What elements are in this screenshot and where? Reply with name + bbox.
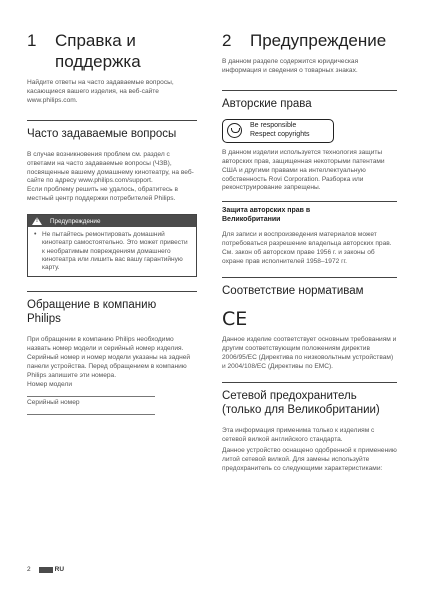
fuse-heading-line2: (только для Великобритании) xyxy=(222,403,380,416)
footer-bar xyxy=(39,567,53,573)
uk-heading-line1: Защита авторских прав в xyxy=(222,207,311,215)
compliance-text: Данное изделие соответствует основным требованиям и другим соответствующим положениям директив 2006/95/EC (Директива по низковольтным устройствам) и 2004/108/EC (Директивы по EMC). xyxy=(222,335,397,370)
respect-logo-line1: Be responsible xyxy=(250,122,297,130)
section-number: 2 xyxy=(222,31,232,50)
language-code: RU xyxy=(54,566,65,573)
right-column xyxy=(222,0,397,474)
compliance-heading: Соответствие нормативам xyxy=(222,284,364,297)
faq-text: В случае возникновения проблем см. раздел с ответами на часто задаваемые вопросы (ЧЗВ), посвященные вашему домашнему кинотеатру, на веб-сайте по адресу www.philips.com/support. xyxy=(27,150,194,185)
uk-copyright-heading xyxy=(222,206,397,224)
fuse-text: Эта информация применима только к изделиям с сетевой вилкой английского стандарта. xyxy=(222,426,375,443)
smile-icon xyxy=(227,123,242,138)
divider xyxy=(27,120,197,121)
section-number: 1 xyxy=(27,31,37,50)
faq-heading: Часто задаваемые вопросы xyxy=(27,127,177,140)
warning-text: Не пытайтесь ремонтировать домашний кинотеатр самостоятельно. Это может привести к необратимым повреждениям домашнего кинотеатра или лишить вас вашу гарантийную карту. xyxy=(42,231,188,271)
faq-text-2: Если проблему решить не удалось, обратитесь в местный центр поддержки потребителей Philips. xyxy=(27,186,178,203)
warning-header xyxy=(28,215,196,227)
warning-body xyxy=(28,227,196,276)
section-title-line1: Справка и xyxy=(55,31,136,50)
page-number: 2 xyxy=(27,566,31,573)
divider xyxy=(222,382,397,383)
warning-icon: ! xyxy=(32,217,42,225)
section-intro: Найдите ответы на часто задаваемые вопросы, касающиеся вашего изделия, на веб-сайте www.philips.com. xyxy=(27,79,174,104)
respect-copyrights-logo xyxy=(222,119,334,143)
contact-text: При обращении в компанию Philips необходимо назвать номер модели и серийный номер изделия. Серийный номер и номер модели указаны на задней панели устройства. Перед обращением в компанию Philips запишите эти номера. xyxy=(27,336,191,379)
section-intro: В данном разделе содержится юридическая информация и сведения о товарных знаках. xyxy=(222,58,359,74)
respect-logo-text xyxy=(250,122,310,139)
fuse-text-2: Данное устройство оснащено одобренной к применению литой сетевой вилкой. Для замены используйте предохранитель со следующими характеристиками: xyxy=(222,447,397,473)
left-column xyxy=(27,0,197,417)
divider xyxy=(222,277,397,278)
fuse-heading-line1: Сетевой предохранитель xyxy=(222,389,357,402)
page-footer xyxy=(27,566,64,573)
copyright-text: В данном изделии используется технология защиты авторских прав, защищенная некоторыми патентами США и другими правами на интеллектуальную собственность Rovi Corporation. Разборка или реконструирование запрещены. xyxy=(222,148,385,192)
fuse-heading xyxy=(222,389,397,417)
ce-mark-logo: CE xyxy=(222,307,248,330)
bullet: • xyxy=(34,231,37,239)
uk-copyright-text: Для записи и воспроизведения материалов может потребоваться разрешение владельца авторских прав. См. закон об авторском праве 1956 г. и законы об охране прав исполнителей 1958–1972 гг. xyxy=(222,231,392,266)
respect-logo-line2: Respect copyrights xyxy=(250,130,310,138)
contact-heading-line2: Philips xyxy=(27,313,61,326)
serial-number-line xyxy=(27,408,155,415)
contact-heading-line1: Обращение в компанию xyxy=(27,299,157,312)
serial-number-label: Серийный номер xyxy=(27,398,80,406)
divider xyxy=(222,201,397,202)
section-title-line2: поддержка xyxy=(55,52,141,71)
divider xyxy=(222,90,397,91)
warning-label: Предупреждение xyxy=(50,217,101,225)
contact-heading xyxy=(27,298,197,326)
divider xyxy=(27,291,197,292)
section-2-header xyxy=(222,30,397,51)
warning-box xyxy=(27,214,197,277)
section-title xyxy=(55,30,141,72)
section-title: Предупреждение xyxy=(250,31,387,50)
model-number-line xyxy=(27,390,155,397)
copyright-heading: Авторские права xyxy=(222,97,312,110)
uk-heading-line2: Великобритании xyxy=(222,216,281,224)
section-1-header xyxy=(27,30,197,72)
model-number-label: Номер модели xyxy=(27,380,73,388)
